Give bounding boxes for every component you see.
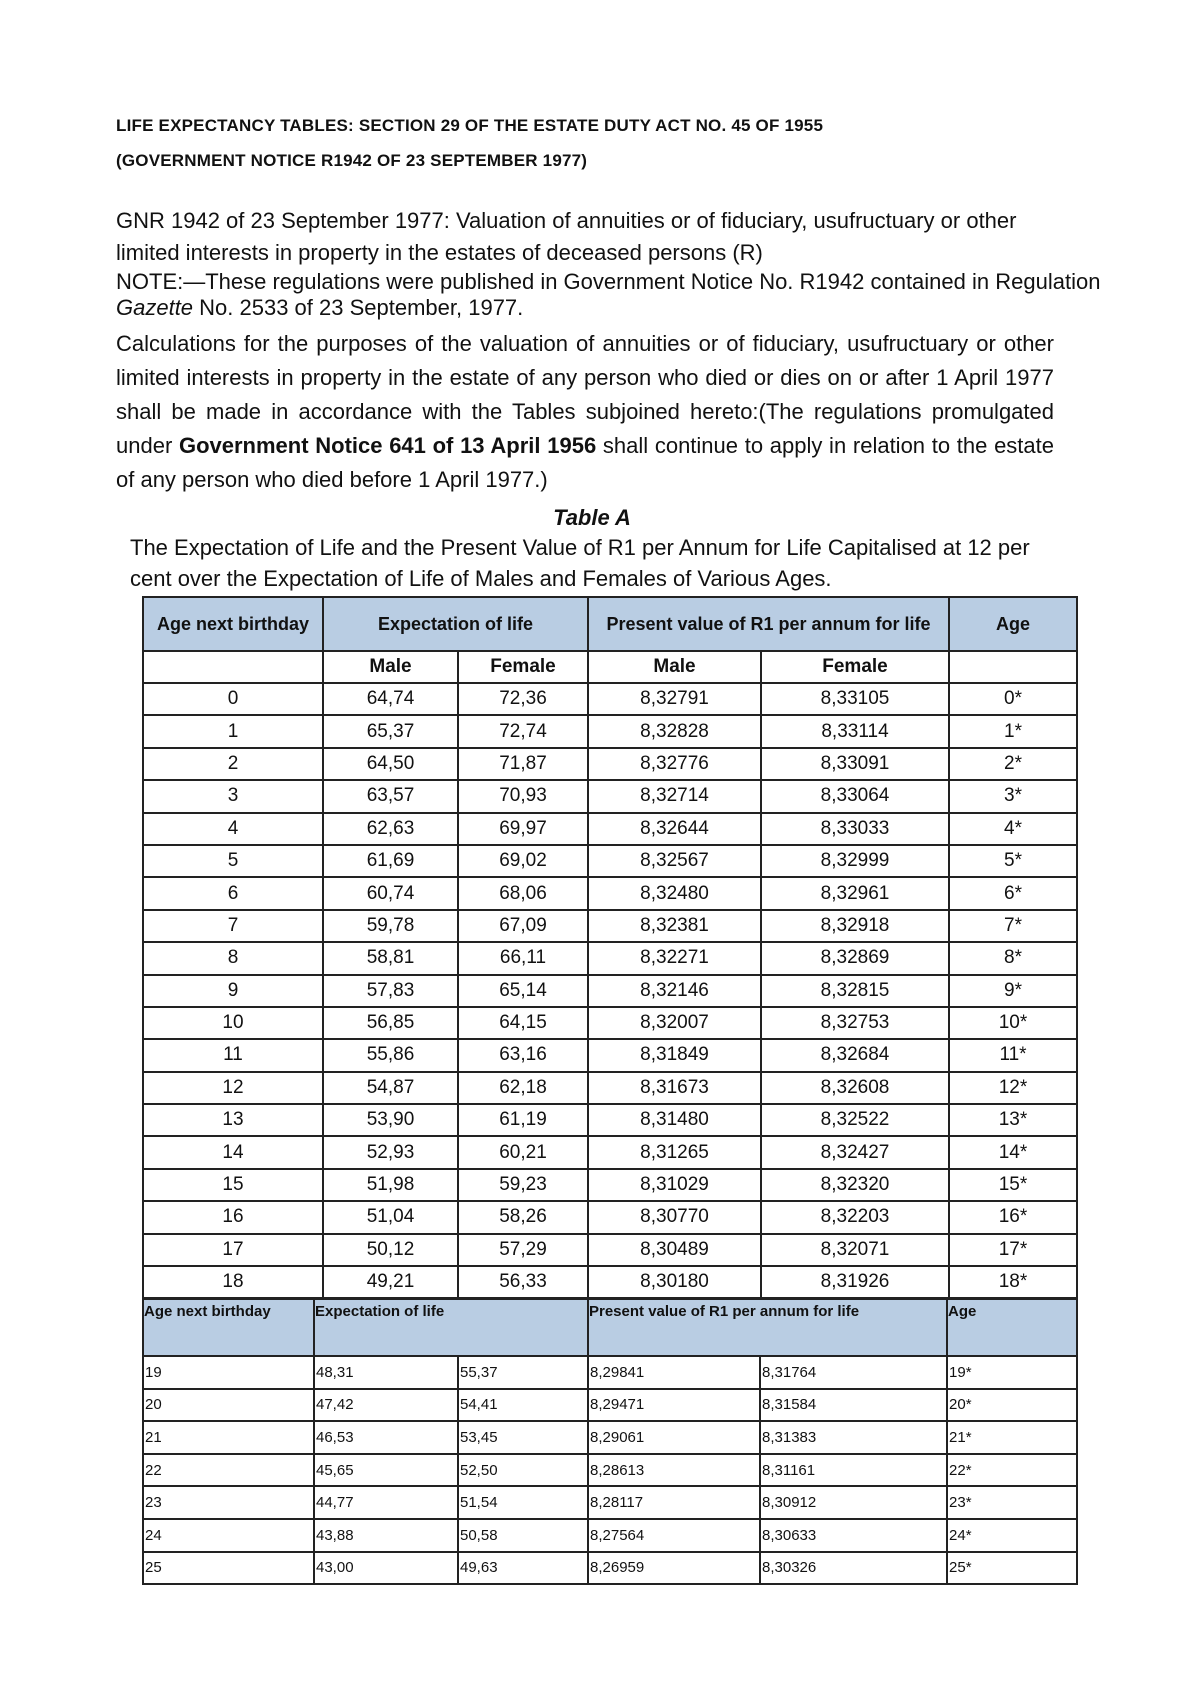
age-cell: 3*	[949, 780, 1077, 812]
age-next-birthday-cell: 22	[143, 1454, 314, 1487]
male-present-value-cell: 8,29841	[588, 1356, 760, 1389]
male-expectation-cell: 44,77	[314, 1486, 458, 1519]
male-expectation-cell: 43,00	[314, 1552, 458, 1585]
female-present-value-cell: 8,30326	[760, 1552, 947, 1585]
age-next-birthday-cell: 20	[143, 1389, 314, 1422]
male-present-value-cell: 8,31029	[588, 1169, 761, 1201]
age-cell: 19*	[947, 1356, 1077, 1389]
male-present-value-cell: 8,31849	[588, 1039, 761, 1071]
header-age-next-birthday: Age next birthday	[143, 1299, 314, 1356]
age-next-birthday-cell: 24	[143, 1519, 314, 1552]
male-expectation-cell: 57,83	[323, 975, 458, 1007]
note-gazette: Gazette	[116, 295, 194, 320]
female-present-value-cell: 8,33105	[761, 683, 949, 715]
male-present-value-cell: 8,30180	[588, 1266, 761, 1298]
female-present-value-cell: 8,33033	[761, 813, 949, 845]
female-expectation-cell: 69,97	[458, 813, 588, 845]
table-row	[143, 1201, 1077, 1233]
male-expectation-cell: 47,42	[314, 1389, 458, 1422]
female-present-value-cell: 8,33064	[761, 780, 949, 812]
male-present-value-cell: 8,31480	[588, 1104, 761, 1136]
male-expectation-cell: 52,93	[323, 1136, 458, 1168]
male-expectation-cell: 51,04	[323, 1201, 458, 1233]
male-present-value-cell: 8,31673	[588, 1072, 761, 1104]
male-present-value-cell: 8,32007	[588, 1007, 761, 1039]
table-row	[143, 1356, 1077, 1389]
table-row	[143, 1169, 1077, 1201]
male-expectation-cell: 45,65	[314, 1454, 458, 1487]
female-expectation-cell: 56,33	[458, 1266, 588, 1298]
male-present-value-cell: 8,30770	[588, 1201, 761, 1233]
female-expectation-cell: 51,54	[458, 1486, 588, 1519]
male-expectation-cell: 50,12	[323, 1234, 458, 1266]
female-expectation-cell: 65,14	[458, 975, 588, 1007]
table-row	[143, 1072, 1077, 1104]
header-present-value: Present value of R1 per annum for life	[588, 1299, 947, 1356]
table-row	[143, 1421, 1077, 1454]
table-row	[143, 1039, 1077, 1071]
table-row	[143, 1266, 1077, 1298]
age-cell: 20*	[947, 1389, 1077, 1422]
female-expectation-cell: 60,21	[458, 1136, 588, 1168]
female-expectation-cell: 50,58	[458, 1519, 588, 1552]
female-present-value-cell: 8,33114	[761, 715, 949, 747]
female-expectation-cell: 66,11	[458, 942, 588, 974]
note-paragraph	[116, 269, 1106, 321]
male-present-value-cell: 8,32567	[588, 845, 761, 877]
female-present-value-cell: 8,32320	[761, 1169, 949, 1201]
male-expectation-cell: 56,85	[323, 1007, 458, 1039]
table-header-row	[143, 597, 1077, 651]
age-next-birthday-cell: 18	[143, 1266, 323, 1298]
male-expectation-cell: 64,74	[323, 683, 458, 715]
male-expectation-cell: 61,69	[323, 845, 458, 877]
male-expectation-cell: 53,90	[323, 1104, 458, 1136]
calc-before: Calculations for the purposes of the valuation of annuities or of fiduciary, usufructuary or other limited interests in property in the estate of any person who died or dies on or after 1 April 1977 shall be made in accordance with the Tables subjoined hereto:(The regulations promulgated under	[116, 331, 1054, 458]
male-expectation-cell: 59,78	[323, 910, 458, 942]
male-present-value-cell: 8,32146	[588, 975, 761, 1007]
age-cell: 16*	[949, 1201, 1077, 1233]
male-expectation-cell: 49,21	[323, 1266, 458, 1298]
male-expectation-cell: 63,57	[323, 780, 458, 812]
age-cell: 15*	[949, 1169, 1077, 1201]
subheader-blank	[143, 651, 323, 683]
table-row	[143, 1454, 1077, 1487]
header-age-next-birthday: Age next birthday	[143, 597, 323, 651]
life-table-b	[142, 1298, 1078, 1585]
age-cell: 22*	[947, 1454, 1077, 1487]
table-row	[143, 1389, 1077, 1422]
table-row	[143, 780, 1077, 812]
calculations-paragraph	[116, 327, 1054, 497]
age-cell: 21*	[947, 1421, 1077, 1454]
female-present-value-cell: 8,32203	[761, 1201, 949, 1233]
female-present-value-cell: 8,32753	[761, 1007, 949, 1039]
male-expectation-cell: 58,81	[323, 942, 458, 974]
age-cell: 14*	[949, 1136, 1077, 1168]
table-row	[143, 748, 1077, 780]
age-cell: 4*	[949, 813, 1077, 845]
header-expectation-of-life: Expectation of life	[323, 597, 588, 651]
age-cell: 1*	[949, 715, 1077, 747]
age-next-birthday-cell: 23	[143, 1486, 314, 1519]
male-expectation-cell: 54,87	[323, 1072, 458, 1104]
male-present-value-cell: 8,32644	[588, 813, 761, 845]
age-next-birthday-cell: 14	[143, 1136, 323, 1168]
age-next-birthday-cell: 2	[143, 748, 323, 780]
male-present-value-cell: 8,26959	[588, 1552, 760, 1585]
table-row	[143, 1486, 1077, 1519]
table-caption: The Expectation of Life and the Present Value of R1 per Annum for Life Capitalised at 12 per cent over the Expectation of Life of Males and Females of Various Ages.	[130, 535, 1030, 591]
female-expectation-cell: 69,02	[458, 845, 588, 877]
male-expectation-cell: 51,98	[323, 1169, 458, 1201]
male-present-value-cell: 8,32381	[588, 910, 761, 942]
table-row	[143, 715, 1077, 747]
female-present-value-cell: 8,32071	[761, 1234, 949, 1266]
subheader-male-value: Male	[588, 651, 761, 683]
table-row	[143, 813, 1077, 845]
female-expectation-cell: 57,29	[458, 1234, 588, 1266]
age-cell: 2*	[949, 748, 1077, 780]
age-next-birthday-cell: 13	[143, 1104, 323, 1136]
female-expectation-cell: 70,93	[458, 780, 588, 812]
table-header-row	[143, 1299, 1077, 1356]
female-present-value-cell: 8,31383	[760, 1421, 947, 1454]
male-present-value-cell: 8,30489	[588, 1234, 761, 1266]
subheader-female-value: Female	[761, 651, 949, 683]
table-row	[143, 1234, 1077, 1266]
male-expectation-cell: 64,50	[323, 748, 458, 780]
female-expectation-cell: 68,06	[458, 877, 588, 909]
table-row	[143, 1104, 1077, 1136]
age-next-birthday-cell: 12	[143, 1072, 323, 1104]
male-present-value-cell: 8,32776	[588, 748, 761, 780]
male-present-value-cell: 8,32828	[588, 715, 761, 747]
female-present-value-cell: 8,32684	[761, 1039, 949, 1071]
male-expectation-cell: 62,63	[323, 813, 458, 845]
age-cell: 8*	[949, 942, 1077, 974]
age-next-birthday-cell: 21	[143, 1421, 314, 1454]
female-expectation-cell: 67,09	[458, 910, 588, 942]
age-next-birthday-cell: 19	[143, 1356, 314, 1389]
female-expectation-cell: 64,15	[458, 1007, 588, 1039]
age-next-birthday-cell: 4	[143, 813, 323, 845]
female-expectation-cell: 71,87	[458, 748, 588, 780]
female-present-value-cell: 8,32869	[761, 942, 949, 974]
female-expectation-cell: 72,74	[458, 715, 588, 747]
male-present-value-cell: 8,29061	[588, 1421, 760, 1454]
female-expectation-cell: 72,36	[458, 683, 588, 715]
table-row	[143, 1136, 1077, 1168]
age-next-birthday-cell: 8	[143, 942, 323, 974]
female-present-value-cell: 8,32999	[761, 845, 949, 877]
female-expectation-cell: 49,63	[458, 1552, 588, 1585]
female-present-value-cell: 8,32427	[761, 1136, 949, 1168]
age-cell: 7*	[949, 910, 1077, 942]
age-next-birthday-cell: 6	[143, 877, 323, 909]
male-present-value-cell: 8,32271	[588, 942, 761, 974]
header-age: Age	[949, 597, 1077, 651]
table-row	[143, 942, 1077, 974]
age-cell: 9*	[949, 975, 1077, 1007]
table-row	[143, 683, 1077, 715]
female-expectation-cell: 53,45	[458, 1421, 588, 1454]
female-expectation-cell: 52,50	[458, 1454, 588, 1487]
male-present-value-cell: 8,27564	[588, 1519, 760, 1552]
age-cell: 23*	[947, 1486, 1077, 1519]
age-cell: 25*	[947, 1552, 1077, 1585]
male-present-value-cell: 8,32480	[588, 877, 761, 909]
age-next-birthday-cell: 15	[143, 1169, 323, 1201]
subheader-blank	[949, 651, 1077, 683]
table-row	[143, 877, 1077, 909]
age-cell: 12*	[949, 1072, 1077, 1104]
document-title: LIFE EXPECTANCY TABLES: SECTION 29 OF THE ESTATE DUTY ACT NO. 45 OF 1955	[116, 116, 824, 135]
male-expectation-cell: 55,86	[323, 1039, 458, 1071]
age-next-birthday-cell: 17	[143, 1234, 323, 1266]
female-present-value-cell: 8,30633	[760, 1519, 947, 1552]
note-prefix: NOTE:—These regulations were published in Government Notice No. R1942 contained in Regulation	[116, 269, 1101, 294]
age-next-birthday-cell: 11	[143, 1039, 323, 1071]
age-cell: 5*	[949, 845, 1077, 877]
age-cell: 13*	[949, 1104, 1077, 1136]
age-next-birthday-cell: 10	[143, 1007, 323, 1039]
table-row	[143, 975, 1077, 1007]
calc-after: shall continue to apply in relation to the estate of any person who died before 1 April 1977.)	[116, 433, 1055, 492]
female-present-value-cell: 8,32522	[761, 1104, 949, 1136]
header-expectation-of-life: Expectation of life	[314, 1299, 588, 1356]
gnr-paragraph: GNR 1942 of 23 September 1977: Valuation of annuities or of fiduciary, usufructuary or other limited interests in property in the estates of deceased persons (R)	[116, 208, 1017, 265]
age-cell: 0*	[949, 683, 1077, 715]
female-expectation-cell: 59,23	[458, 1169, 588, 1201]
subheader-female-expectation: Female	[458, 651, 588, 683]
male-expectation-cell: 65,37	[323, 715, 458, 747]
female-present-value-cell: 8,33091	[761, 748, 949, 780]
age-cell: 24*	[947, 1519, 1077, 1552]
calc-bold-notice: Government Notice 641 of 13 April 1956	[178, 433, 597, 458]
age-next-birthday-cell: 7	[143, 910, 323, 942]
female-expectation-cell: 63,16	[458, 1039, 588, 1071]
table-row	[143, 910, 1077, 942]
male-present-value-cell: 8,29471	[588, 1389, 760, 1422]
male-present-value-cell: 8,28117	[588, 1486, 760, 1519]
female-present-value-cell: 8,32918	[761, 910, 949, 942]
female-present-value-cell: 8,31926	[761, 1266, 949, 1298]
female-expectation-cell: 54,41	[458, 1389, 588, 1422]
age-next-birthday-cell: 16	[143, 1201, 323, 1233]
male-present-value-cell: 8,32714	[588, 780, 761, 812]
female-present-value-cell: 8,32815	[761, 975, 949, 1007]
age-cell: 17*	[949, 1234, 1077, 1266]
age-cell: 10*	[949, 1007, 1077, 1039]
table-row	[143, 1007, 1077, 1039]
male-expectation-cell: 60,74	[323, 877, 458, 909]
age-next-birthday-cell: 3	[143, 780, 323, 812]
female-present-value-cell: 8,32961	[761, 877, 949, 909]
female-expectation-cell: 62,18	[458, 1072, 588, 1104]
female-present-value-cell: 8,31764	[760, 1356, 947, 1389]
male-expectation-cell: 46,53	[314, 1421, 458, 1454]
table-row	[143, 845, 1077, 877]
subheader-male-expectation: Male	[323, 651, 458, 683]
age-next-birthday-cell: 25	[143, 1552, 314, 1585]
male-expectation-cell: 48,31	[314, 1356, 458, 1389]
age-next-birthday-cell: 1	[143, 715, 323, 747]
male-present-value-cell: 8,32791	[588, 683, 761, 715]
female-present-value-cell: 8,30912	[760, 1486, 947, 1519]
header-age: Age	[947, 1299, 1077, 1356]
female-expectation-cell: 55,37	[458, 1356, 588, 1389]
table-subheader-row	[143, 651, 1077, 683]
age-cell: 11*	[949, 1039, 1077, 1071]
age-next-birthday-cell: 5	[143, 845, 323, 877]
female-present-value-cell: 8,31584	[760, 1389, 947, 1422]
age-cell: 6*	[949, 877, 1077, 909]
life-table-a	[142, 596, 1078, 1299]
female-expectation-cell: 61,19	[458, 1104, 588, 1136]
female-present-value-cell: 8,32608	[761, 1072, 949, 1104]
table-row	[143, 1552, 1077, 1585]
age-next-birthday-cell: 0	[143, 683, 323, 715]
note-suffix: No. 2533 of 23 September, 1977.	[193, 295, 524, 320]
male-present-value-cell: 8,28613	[588, 1454, 760, 1487]
table-title: Table A	[553, 505, 631, 530]
document-subtitle: (GOVERNMENT NOTICE R1942 OF 23 SEPTEMBER 1977)	[116, 151, 588, 170]
table-row	[143, 1519, 1077, 1552]
male-present-value-cell: 8,31265	[588, 1136, 761, 1168]
header-present-value: Present value of R1 per annum for life	[588, 597, 949, 651]
female-expectation-cell: 58,26	[458, 1201, 588, 1233]
age-next-birthday-cell: 9	[143, 975, 323, 1007]
female-present-value-cell: 8,31161	[760, 1454, 947, 1487]
age-cell: 18*	[949, 1266, 1077, 1298]
male-expectation-cell: 43,88	[314, 1519, 458, 1552]
